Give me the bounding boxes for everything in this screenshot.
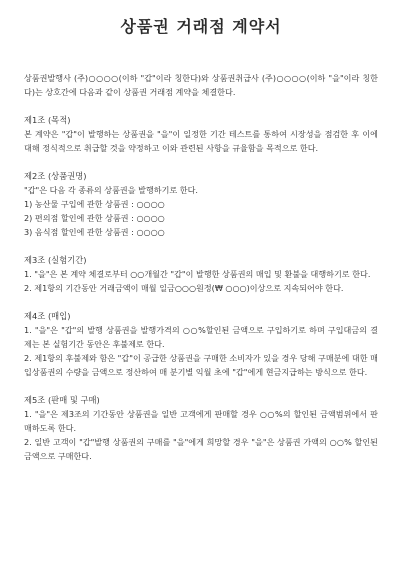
article-5-heading: 제5조 (판매 및 구매) bbox=[24, 395, 100, 405]
article-2-line-3: 2) 편의점 할인에 관한 상품권 : ○○○○ bbox=[24, 213, 165, 223]
article-4-clause-2: 2. 제1항의 후불제와 함은 "갑"이 공급한 상품권을 구매한 소비자가 있을 경우 당해 구매분에 대한 매입상품권의 수량을 금액으로 정산하여 매 분기별 익월 초에 "갑"에게 현금지급하는 방식으로 한다. bbox=[24, 353, 378, 377]
article-3-clause-1: 1. "을"은 본 계약 체결로부터 ○○개월간 "갑"이 발행한 상품권의 매입 및 환불을 대행하기로 한다. bbox=[24, 269, 371, 279]
article-2-line-2: 1) 농산물 구입에 관한 상품권 : ○○○○ bbox=[24, 199, 165, 209]
article-5-clause-1: 1. "을"은 제3조의 기간동안 상품권을 일반 고객에게 판매할 경우 ○○%의 할인된 금액범위에서 판매하도록 한다. bbox=[24, 409, 378, 433]
article-3-heading: 제3조 (실험기간) bbox=[24, 255, 87, 265]
article-1-heading: 제1조 (목적) bbox=[24, 115, 71, 125]
article-2 bbox=[24, 169, 378, 239]
article-5 bbox=[24, 393, 378, 463]
article-2-line-1: "갑"은 다음 각 종류의 상품권을 발행하기로 한다. bbox=[24, 185, 199, 195]
article-4-clause-1: 1. "을"은 "갑"의 발행 상품권을 발행가격의 ○○%할인된 금액으로 구입하기로 하며 구입대금의 결제는 본 실험기간 동안은 후불제로 한다. bbox=[24, 325, 378, 349]
document-title: 상품권 거래점 계약서 bbox=[120, 17, 282, 36]
article-2-heading: 제2조 (상품권명) bbox=[24, 171, 87, 181]
article-2-line-4: 3) 음식점 할인에 관한 상품권 : ○○○○ bbox=[24, 227, 165, 237]
article-3 bbox=[24, 253, 378, 295]
article-1-body: 본 계약은 "갑"이 발행하는 상품권을 "을"이 일정한 기간 테스트를 통하여 시장성을 점검한 후 이에 대해 정식적으로 취급할 것을 약정하고 이와 관련된 사항을 규율함을 목적으로 한다. bbox=[24, 129, 378, 153]
article-1 bbox=[24, 113, 378, 155]
article-4 bbox=[24, 309, 378, 379]
article-4-heading: 제4조 (매입) bbox=[24, 311, 71, 321]
article-5-clause-2: 2. 일반 고객이 "갑"발행 상품권의 구매를 "을"에게 희망할 경우 "을"은 상품권 가액의 ○○% 할인된 금액으로 구매한다. bbox=[24, 437, 378, 461]
intro-paragraph: 상품권발행사 (주)○○○○(이하 "갑"이라 칭한다)와 상품권취급사 (주)○○○○(이하 "을"이라 칭한다)는 상호간에 다음과 같이 상품권 거래점 계약을 체결한다. bbox=[24, 73, 378, 97]
article-3-clause-2: 2. 제1항의 기간동안 거래금액이 매월 일금○○○원정(₩ ○○○)이상으로 지속되어야 한다. bbox=[24, 283, 344, 293]
